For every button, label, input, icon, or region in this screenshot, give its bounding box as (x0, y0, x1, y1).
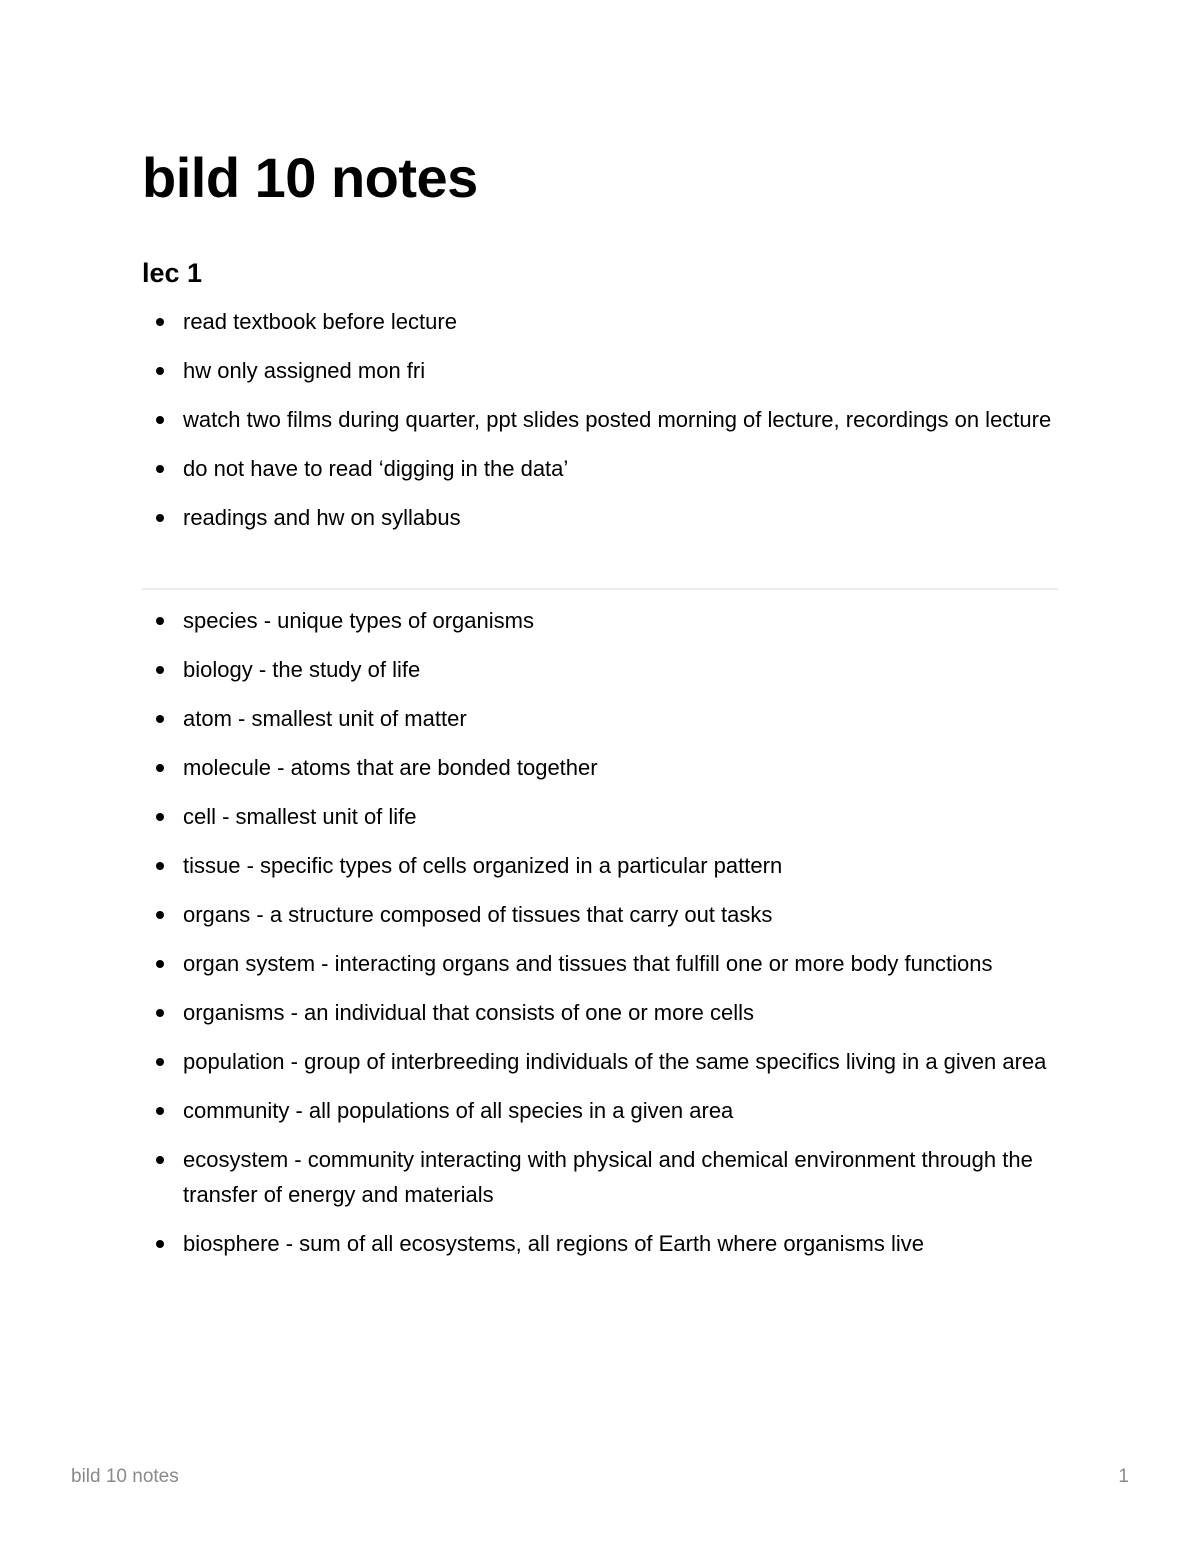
list-item (142, 799, 1062, 834)
list-item (142, 1142, 1062, 1212)
bullet-icon (156, 1240, 164, 1248)
bullet-icon (156, 764, 164, 772)
list-item-text: atom - smallest unit of matter (183, 706, 467, 731)
bullet-icon (156, 1107, 164, 1115)
logistics-list (142, 304, 1062, 549)
list-item (142, 946, 1062, 981)
bullet-icon (156, 911, 164, 919)
section-heading: lec 1 (142, 258, 203, 288)
footer-doc-title: bild 10 notes (71, 1466, 179, 1487)
bullet-icon (156, 960, 164, 968)
bullet-icon (156, 715, 164, 723)
bullet-icon (156, 1058, 164, 1066)
bullet-icon (156, 465, 164, 473)
list-item (142, 304, 1062, 339)
list-item-text: population - group of interbreeding individuals of the same specifics living in a given area (183, 1049, 1047, 1074)
list-item-text: do not have to read ‘digging in the data’ (183, 456, 569, 481)
bullet-icon (156, 416, 164, 424)
bullet-icon (156, 318, 164, 326)
list-item-text: biology - the study of life (183, 657, 421, 682)
list-item-text: hw only assigned mon fri (183, 358, 426, 383)
list-item-text: tissue - specific types of cells organized in a particular pattern (183, 853, 783, 878)
list-item (142, 603, 1062, 638)
bullet-icon (156, 666, 164, 674)
page-number: 1 (1118, 1466, 1129, 1487)
list-item-text: biosphere - sum of all ecosystems, all regions of Earth where organisms live (183, 1231, 924, 1256)
list-item (142, 1226, 1062, 1261)
list-item (142, 1044, 1062, 1079)
list-item-text: organisms - an individual that consists of one or more cells (183, 1000, 755, 1025)
bullet-icon (156, 617, 164, 625)
list-item-text: read textbook before lecture (183, 309, 457, 334)
list-item-text: molecule - atoms that are bonded together (183, 755, 598, 780)
list-item (142, 402, 1062, 437)
list-item-text: organs - a structure composed of tissues that carry out tasks (183, 902, 773, 927)
list-item (142, 897, 1062, 932)
list-item-text: species - unique types of organisms (183, 608, 534, 633)
list-item (142, 500, 1062, 535)
list-item-text: ecosystem - community interacting with physical and chemical environment through the transfer of energy and materials (183, 1147, 1033, 1207)
bullet-icon (156, 1009, 164, 1017)
bullet-icon (156, 1156, 164, 1164)
list-item (142, 701, 1062, 736)
list-item-text: community - all populations of all species in a given area (183, 1098, 734, 1123)
list-item-text: organ system - interacting organs and tissues that fulfill one or more body functions (183, 951, 993, 976)
list-item (142, 1093, 1062, 1128)
list-item (142, 995, 1062, 1030)
list-item (142, 451, 1062, 486)
bullet-icon (156, 514, 164, 522)
list-item (142, 750, 1062, 785)
definitions-list (142, 603, 1062, 1275)
page-title: bild 10 notes (142, 146, 478, 209)
bullet-icon (156, 862, 164, 870)
list-item (142, 353, 1062, 388)
bullet-icon (156, 813, 164, 821)
list-item-text: watch two films during quarter, ppt slides posted morning of lecture, recordings on lecture (183, 407, 1052, 432)
bullet-icon (156, 367, 164, 375)
list-item (142, 652, 1062, 687)
list-item (142, 848, 1062, 883)
list-item-text: readings and hw on syllabus (183, 505, 461, 530)
list-item-text: cell - smallest unit of life (183, 804, 417, 829)
section-divider (142, 588, 1058, 590)
